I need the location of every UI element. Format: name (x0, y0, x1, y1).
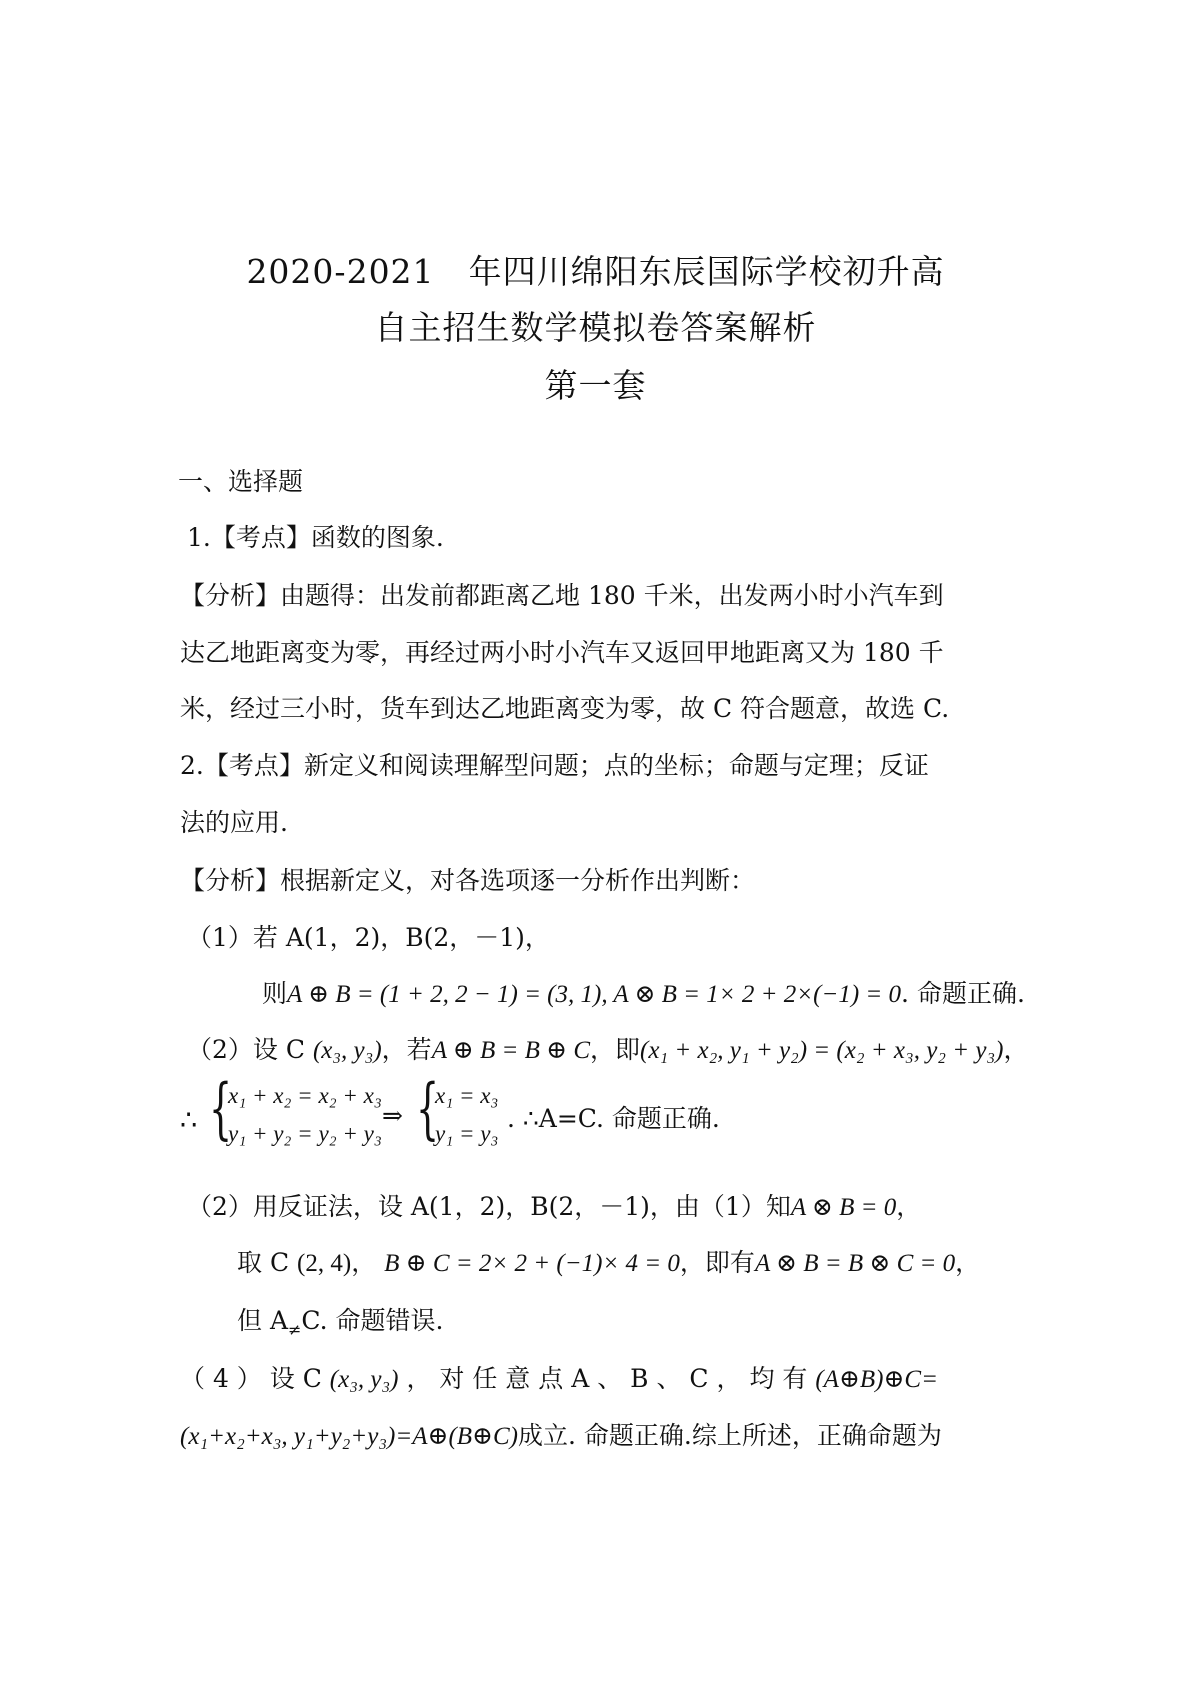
system-1-row-1: x₁ + x₂ = x₂ + x₃ (228, 1083, 382, 1108)
q2-part3-formula-2: B ⊕ C = 2× 2 + (−1)× 4 = 0 (384, 1250, 680, 1277)
system-brace-1: { (209, 1070, 233, 1147)
system-2-row-1: x₁ = x₃ (435, 1083, 499, 1108)
q2-head-line-2: 法的应用. (180, 808, 288, 837)
not-equal-sign: ≠ (288, 1320, 302, 1339)
q2-part2-if: ，若 (381, 1035, 432, 1064)
q2-part2-prefix: （2）设 C (187, 1035, 305, 1064)
q2-part3-point-c: (2, 4) (297, 1250, 352, 1277)
title-school: 年四川绵阳东辰国际学校初升高 (468, 252, 945, 291)
q2-part1-prefix: 则 (262, 979, 288, 1008)
q2-part4-any-points: ， 对 任 意 点 A 、 B 、 C ， 均 有 (406, 1364, 808, 1393)
q2-part4-prefix: （ 4 ） 设 C (180, 1364, 322, 1393)
title-line-3: 第一套 (544, 366, 647, 405)
q2-part3-then: ，即有 (679, 1248, 755, 1277)
q2-head-line-1: 2.【考点】新定义和阅读理解型问题；点的坐标；命题与定理；反证 (180, 751, 929, 780)
q2-part4-point-c: (x₃, y₃) (329, 1366, 399, 1393)
title-line-1 (0, 246, 1191, 293)
q2-part2-equation: (x₁ + x₂, y₁ + y₂) = (x₂ + x₃, y₂ + y₃) (640, 1037, 1004, 1064)
q2-part3-formula-3: A ⊗ B = B ⊗ C = 0 (754, 1250, 956, 1277)
q2-part4-conclusion: 成立. 命题正确.综上所述，正确命题为 (518, 1421, 942, 1450)
system-brace-2: { (416, 1070, 440, 1147)
q1-head: 1.【考点】函数的图象. (187, 523, 444, 552)
q2-part2-end: ， (1003, 1035, 1029, 1064)
q2-part3-conclusion: C. 命题错误. (301, 1306, 444, 1335)
q2-part3-line-2 (237, 1247, 980, 1280)
q2-part2-point-c: (x₃, y₃) (312, 1037, 382, 1064)
q2-part3-prefix: （2）用反证法，设 A(1，2)，B(2，－1)，由（1）知 (187, 1192, 791, 1221)
therefore-symbol: ∴ (180, 1105, 198, 1136)
implies-arrow: ⇒ (382, 1101, 403, 1130)
q2-part4-line-2 (180, 1420, 942, 1453)
q2-part3-formula: A ⊗ B = 0 (790, 1194, 897, 1221)
system-conclusion: . ∴A=C. 命题正确. (507, 1104, 720, 1133)
section-heading: 一、选择题 (178, 467, 304, 496)
q2-part3-comma: ， (351, 1248, 377, 1277)
q2-part1-line-1: （1）若 A(1，2)，B(2，－1)， (187, 923, 550, 952)
q2-part4-formula-1: (A⊕B)⊕C= (815, 1366, 938, 1393)
system-1-row-2: y₁ + y₂ = y₂ + y₃ (228, 1121, 382, 1146)
q2-part4-line-1 (180, 1363, 938, 1396)
title-year: 2020-2021 (246, 252, 435, 291)
q2-part3-end: ， (896, 1192, 922, 1221)
q2-part3-line-1 (187, 1191, 921, 1224)
q2-part3-but: 但 A (237, 1306, 289, 1335)
q2-part2-condition: A ⊕ B = B ⊕ C (431, 1037, 590, 1064)
q2-part3-line-3 (237, 1305, 444, 1346)
q2-part3-end-2: ， (955, 1248, 981, 1277)
q2-analysis: 【分析】根据新定义，对各选项逐一分析作出判断： (180, 866, 756, 895)
q1-analysis-line-3: 米，经过三小时，货车到达乙地距离变为零，故 C 符合题意，故选 C. (180, 694, 950, 723)
q2-part1-line-2 (262, 978, 1025, 1011)
q2-part4-formula-2: (x₁+x₂+x₃, y₁+y₂+y₃)=A⊕(B⊕C) (180, 1423, 518, 1450)
q1-analysis-line-1: 【分析】由题得：出发前都距离乙地 180 千米，出发两小时小汽车到 (180, 581, 944, 610)
q1-analysis-line-2: 达乙地距离变为零，再经过两小时小汽车又返回甲地距离又为 180 千 (180, 638, 944, 667)
system-2-row-2: y₁ = y₃ (435, 1121, 499, 1146)
q2-part2-namely: ，即 (590, 1035, 641, 1064)
q2-part3-take-c: 取 C (237, 1248, 290, 1277)
q2-part1-formula: A ⊕ B = (1 + 2, 2 − 1) = (3, 1), A ⊗ B = 1× 2 + 2×(−1) = 0 (287, 981, 902, 1008)
title-line-2: 自主招生数学模拟卷答案解析 (374, 308, 817, 347)
q2-part1-suffix: . 命题正确. (901, 979, 1025, 1008)
q2-part2-line (187, 1034, 1028, 1067)
